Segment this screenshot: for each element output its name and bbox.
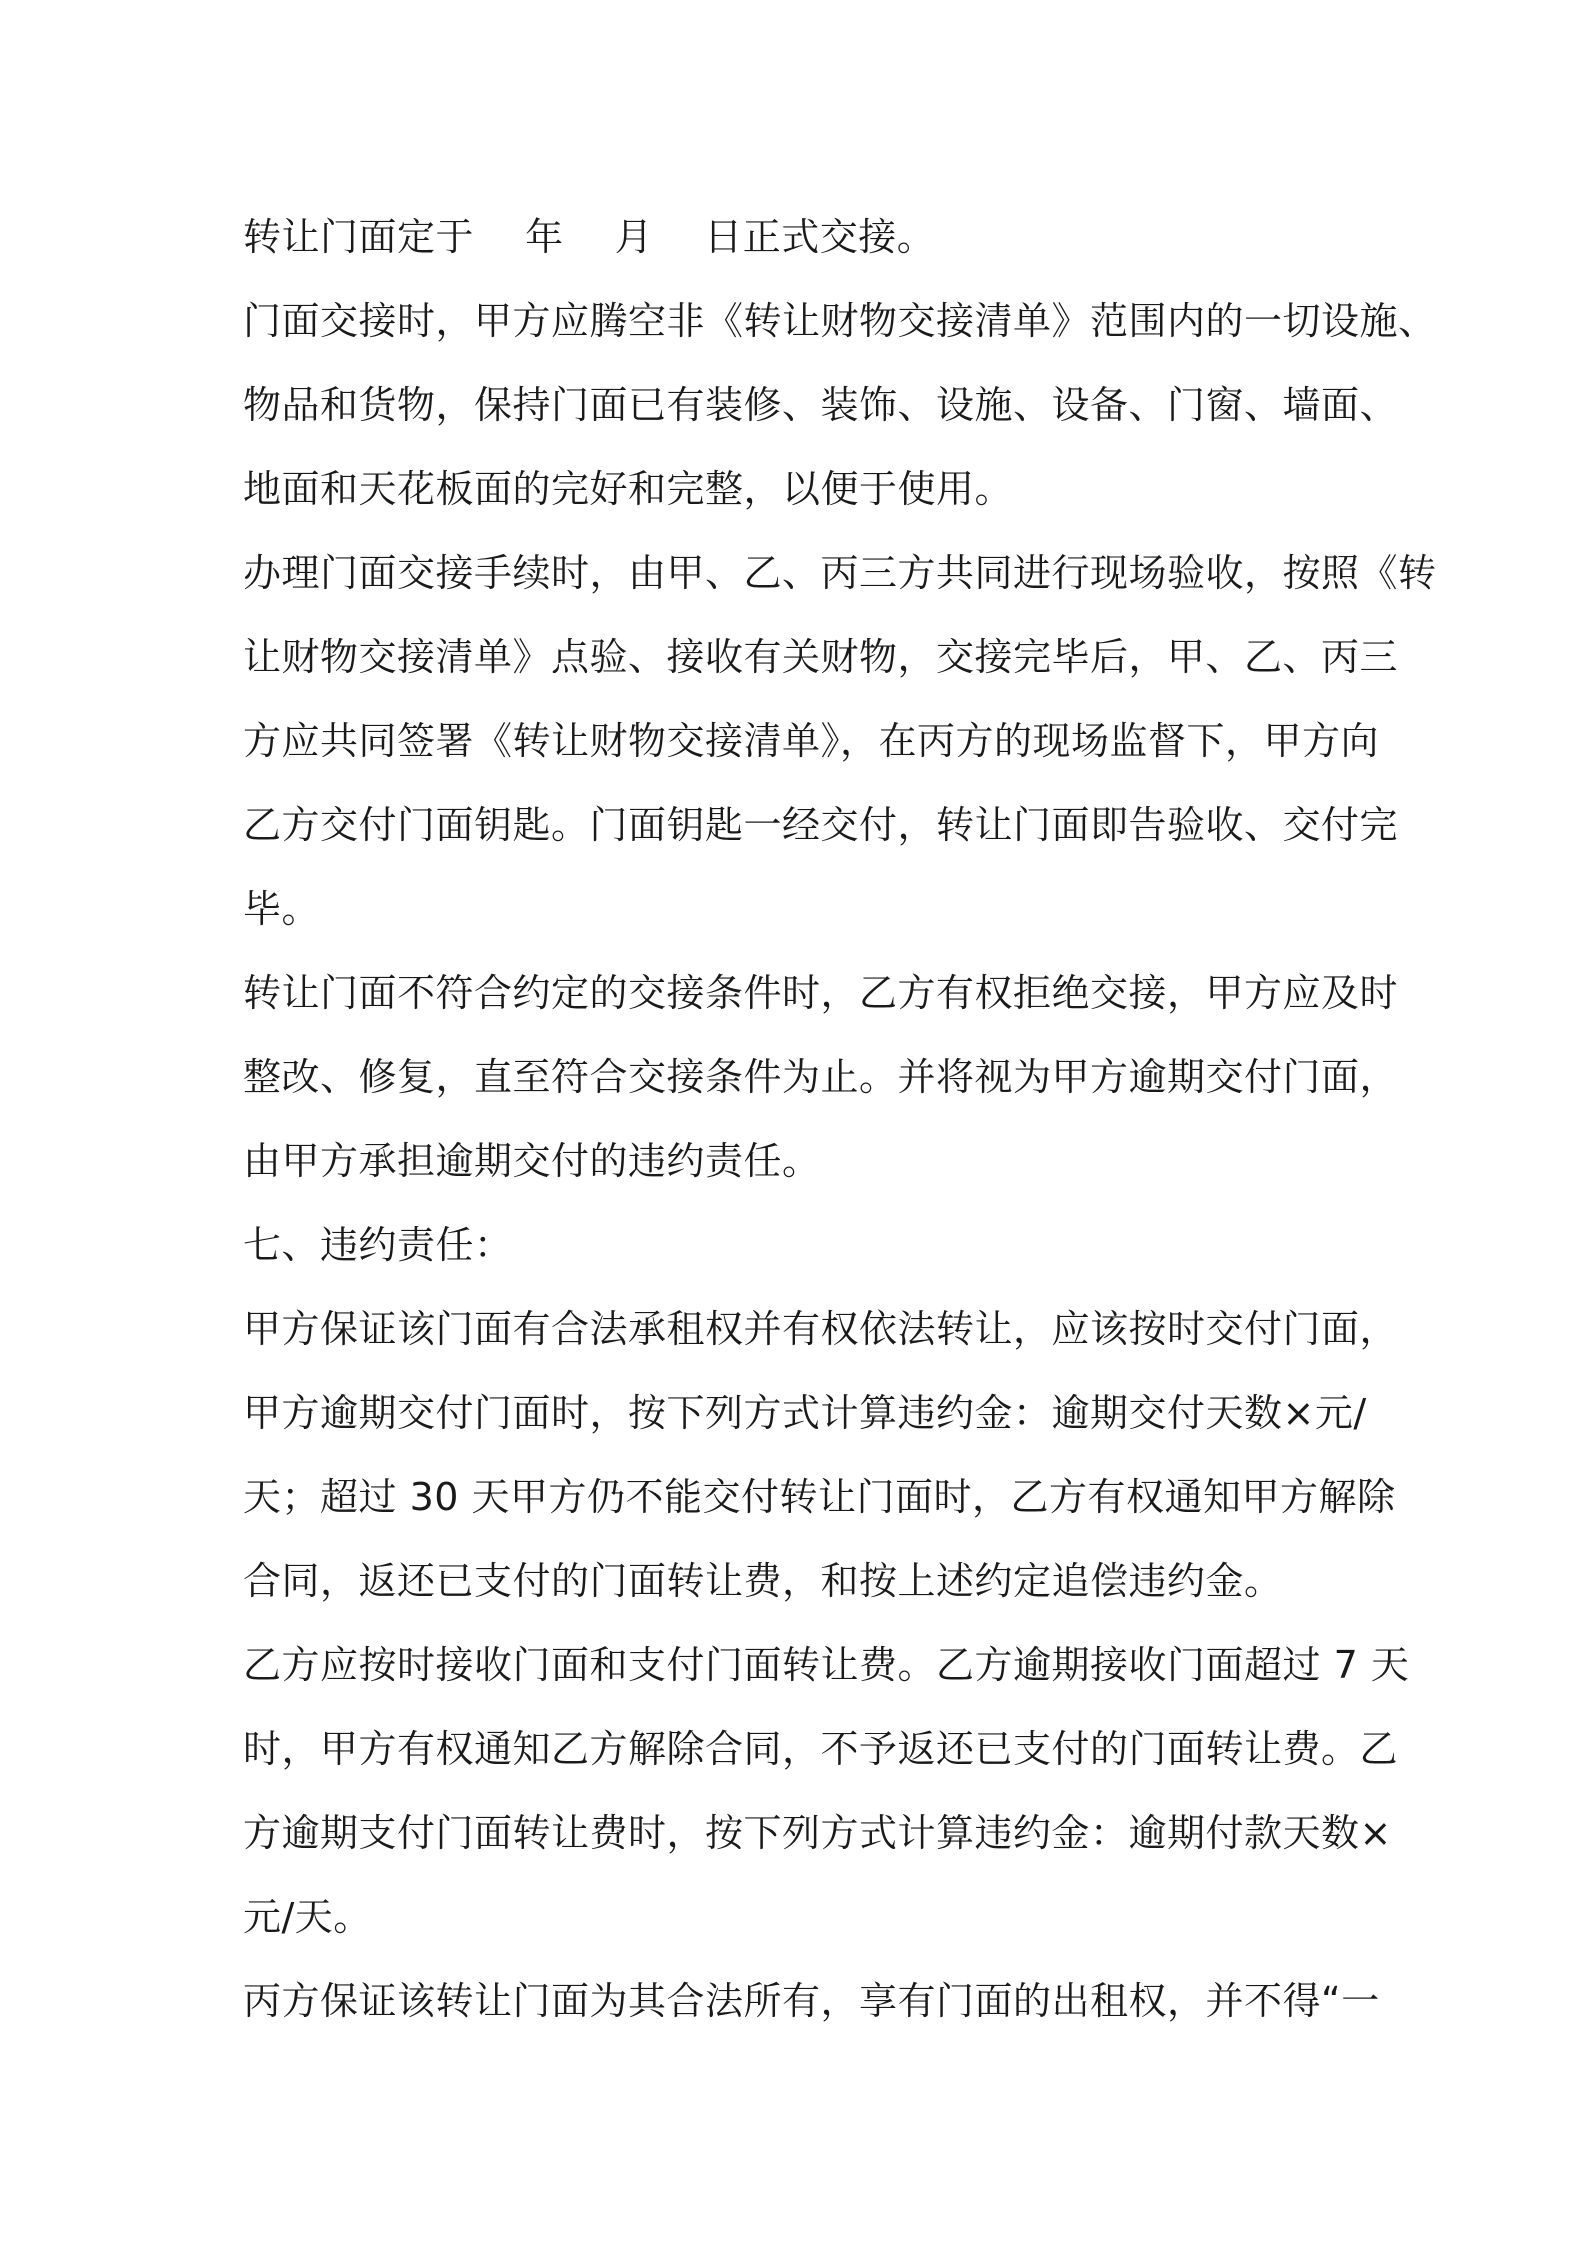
text-line: 乙方应按时接收门面和支付门面转让费。乙方逾期接收门面超过 7 天 — [243, 1643, 1410, 1687]
paragraph-party-a-liability — [243, 1287, 1399, 1623]
text-line: 办理门面交接手续时，由甲、乙、丙三方共同进行现场验收，按照《转 — [243, 551, 1437, 595]
text-line: 毕。 — [243, 887, 321, 931]
section-heading-liability — [243, 1203, 1363, 1287]
text-line: 丙方保证该转让门面为其合法所有，享有门面的出租权，并不得“一 — [243, 1979, 1380, 2023]
text-line: 方应共同签署《转让财物交接清单》，在丙方的现场监督下，甲方向 — [243, 719, 1380, 763]
text-line: 物品和货物，保持门面已有装修、装饰、设施、设备、门窗、墙面、 — [243, 383, 1399, 427]
paragraph-handover-date — [243, 195, 1363, 279]
text-line: 转让门面定于 年 月 日正式交接。 — [243, 215, 936, 259]
text-line: 地面和天花板面的完好和完整，以便于使用。 — [243, 467, 1014, 511]
text-line: 整改、修复，直至符合交接条件为止。并将视为甲方逾期交付门面， — [243, 1055, 1399, 1099]
text-line: 让财物交接清单》点验、接收有关财物，交接完毕后，甲、乙、丙三 — [243, 635, 1399, 679]
text-line: 合同，返还已支付的门面转让费，和按上述约定追偿违约金。 — [243, 1559, 1283, 1603]
text-line: 方逾期支付门面转让费时，按下列方式计算违约金：逾期付款天数× — [243, 1811, 1392, 1855]
section-heading: 七、违约责任： — [243, 1223, 513, 1267]
text-line: 甲方保证该门面有合法承租权并有权依法转让，应该按时交付门面， — [243, 1307, 1399, 1351]
paragraph-handover-nonconformity — [243, 951, 1399, 1203]
text-line: 元/天。 — [243, 1895, 372, 1939]
text-line: 门面交接时，甲方应腾空非《转让财物交接清单》范围内的一切设施、 — [243, 299, 1437, 343]
paragraph-handover-procedure — [243, 531, 1437, 951]
document-body — [243, 195, 1437, 2043]
text-line: 甲方逾期交付门面时，按下列方式计算违约金：逾期交付天数×元/ — [243, 1391, 1367, 1435]
paragraph-handover-vacate — [243, 279, 1437, 531]
paragraph-party-b-liability — [243, 1623, 1410, 1959]
text-line: 天；超过 30 天甲方仍不能交付转让门面时，乙方有权通知甲方解除 — [243, 1475, 1396, 1519]
text-line: 由甲方承担逾期交付的违约责任。 — [243, 1139, 821, 1183]
text-line: 时，甲方有权通知乙方解除合同，不予返还已支付的门面转让费。乙 — [243, 1727, 1399, 1771]
paragraph-party-c-guarantee — [243, 1959, 1380, 2043]
text-line: 乙方交付门面钥匙。门面钥匙一经交付，转让门面即告验收、交付完 — [243, 803, 1399, 847]
text-line: 转让门面不符合约定的交接条件时，乙方有权拒绝交接，甲方应及时 — [243, 971, 1399, 1015]
